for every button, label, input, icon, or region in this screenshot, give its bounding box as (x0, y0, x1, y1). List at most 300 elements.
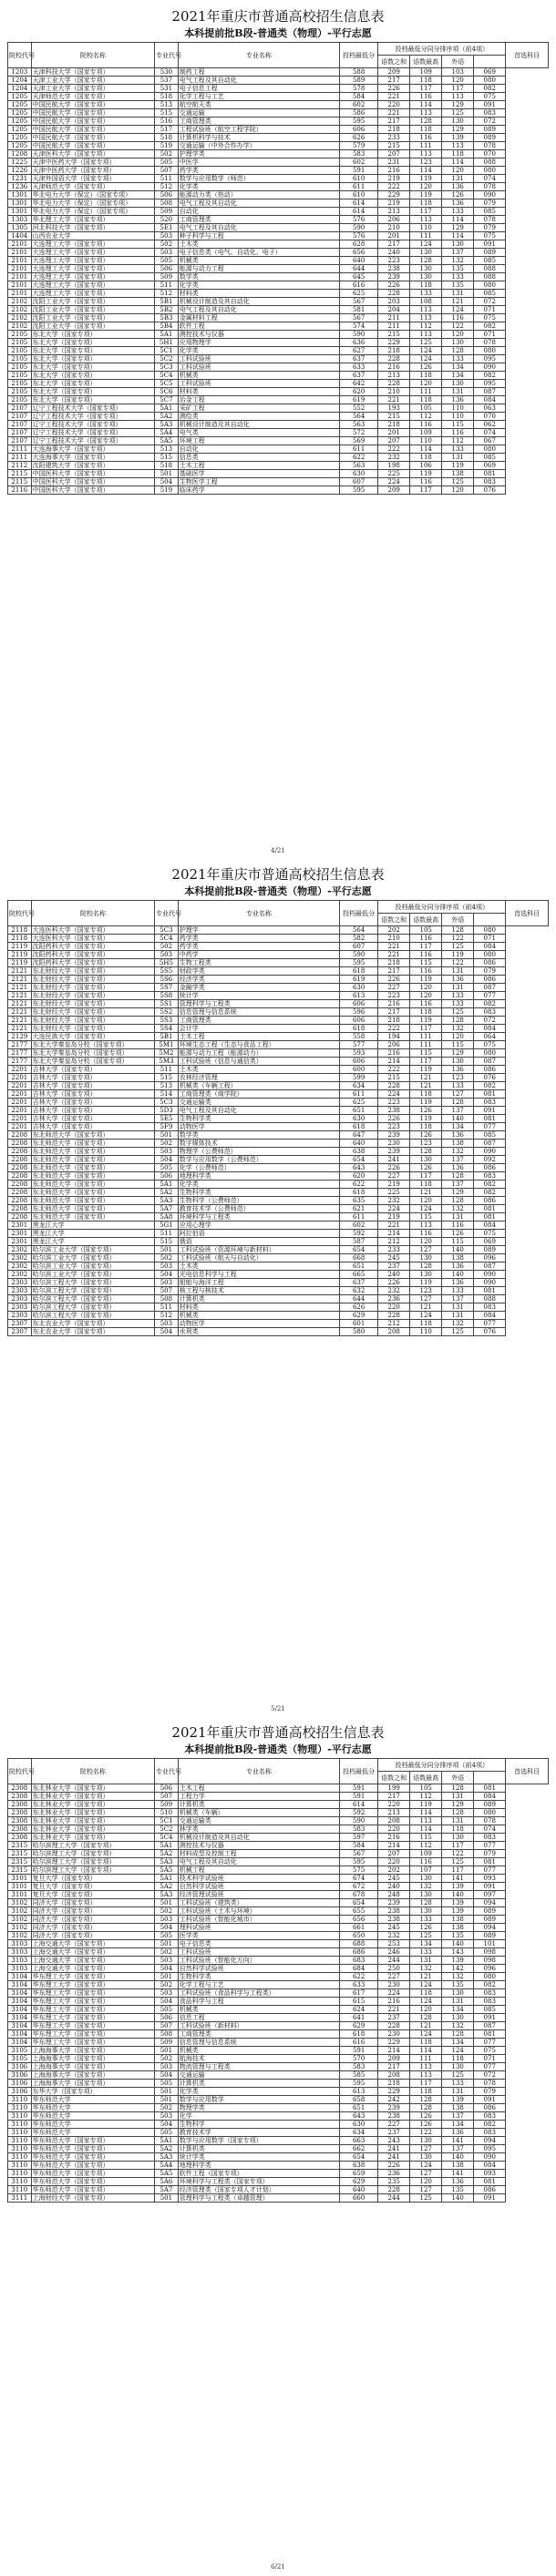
min-score-cell: 658 (340, 2096, 378, 2104)
first-subject-score-cell: 083 (474, 2112, 506, 2121)
school-code-cell: 2208 (8, 1189, 32, 1197)
first-subject-score-cell: 075 (474, 2047, 506, 2055)
min-score-cell: 591 (340, 167, 378, 175)
major-name-cell: 工科试验班 (178, 355, 339, 363)
major-code-cell: 503 (155, 951, 179, 959)
school-code-cell: 2208 (8, 1140, 32, 1148)
min-score-cell: 662 (340, 2145, 378, 2153)
first-subject-score-cell: 086 (474, 959, 506, 967)
major-name-cell: 生物科学类 (178, 1189, 339, 1197)
first-subject-score-cell: 079 (474, 2088, 506, 2096)
school-name-cell: 沈阳工业大学（国家专项） (31, 314, 154, 322)
major-name-cell: 生物医学工程 (178, 478, 339, 486)
foreign-score-cell: 132 (442, 2022, 474, 2030)
min-score-cell: 592 (340, 1230, 378, 1238)
first-subject-score-cell: 080 (474, 1809, 506, 1817)
min-score-cell: 632 (340, 1287, 378, 1295)
foreign-score-cell: 124 (442, 306, 474, 314)
min-score-cell: 640 (340, 257, 378, 265)
first-subject-score-cell: 084 (474, 2162, 506, 2170)
max-score-cell: 112 (410, 1842, 442, 1850)
page-subtitle: 本科提前批B段-普通类（物理）-平行志愿 (184, 27, 372, 39)
major-name-cell: 计算机类 (178, 1295, 339, 1303)
major-name-cell: 电气工程及其自动化 (178, 77, 339, 85)
foreign-score-cell: 143 (442, 1948, 474, 1957)
max-score-cell: 120 (410, 183, 442, 191)
school-name-cell: 哈尔滨工程大学（国家专项） (31, 1287, 154, 1295)
table-row (8, 77, 549, 85)
school-code-cell: 2201 (8, 1107, 32, 1115)
max-score-cell: 106 (410, 462, 442, 470)
school-name-cell: 复旦大学（国家专项） (31, 1875, 154, 1883)
major-name-cell: 土木类 (178, 1262, 339, 1271)
major-code-cell: 5A3 (155, 421, 179, 429)
min-score-cell: 620 (340, 1172, 378, 1181)
first-subject-score-cell: 078 (474, 339, 506, 347)
school-name-cell: 沈阳建筑大学（国家专项） (31, 462, 154, 470)
major-code-cell: 507 (155, 1287, 179, 1295)
max-score-cell: 113 (410, 314, 442, 322)
school-code-cell: 2101 (8, 265, 32, 273)
foreign-score-cell: 120 (442, 167, 474, 175)
major-code-cell: 5A7 (155, 1205, 179, 1213)
major-code-cell: 5M1 (155, 1041, 179, 1049)
school-name-cell: 东北财经大学（国家专项） (31, 984, 154, 992)
major-code-cell: 519 (155, 486, 179, 495)
major-name-cell: 环境生态工程（生态与食品工程） (178, 1041, 339, 1049)
table-row (8, 363, 549, 372)
min-score-cell: 644 (340, 265, 378, 273)
major-name-cell: 光电信息科学与工程 (178, 1271, 339, 1279)
first-subject-score-cell: 080 (474, 77, 506, 85)
first-subject-score-cell: 081 (474, 1205, 506, 1213)
school-code-cell: 3104 (8, 2014, 32, 2022)
school-code-cell: 2111 (8, 445, 32, 454)
sum-score-cell: 239 (378, 1131, 410, 1140)
foreign-score-cell: 131 (442, 1998, 474, 2006)
sum-score-cell: 223 (378, 992, 410, 1000)
school-name-cell: 东北师范大学（国家专项） (31, 1205, 154, 1213)
school-code-cell: 2101 (8, 281, 32, 290)
first-subject-score-cell: 067 (474, 437, 506, 445)
foreign-score-cell: 129 (442, 224, 474, 232)
major-code-cell: 5A3 (155, 1197, 179, 1205)
table-row (8, 372, 549, 380)
school-name-cell: 东北师范大学（国家专项） (31, 1181, 154, 1189)
min-score-cell: 569 (340, 437, 378, 445)
foreign-score-cell: 141 (442, 1875, 474, 1883)
school-code-cell: 2308 (8, 1809, 32, 1817)
max-score-cell: 118 (410, 372, 442, 380)
sum-score-cell: 238 (378, 265, 410, 273)
table-row (8, 1303, 549, 1312)
header-min-score: 投档最低分 (340, 901, 378, 926)
sum-score-cell: 199 (378, 1784, 410, 1793)
min-score-cell: 668 (340, 1254, 378, 1262)
sum-score-cell: 217 (378, 1793, 410, 1801)
major-code-cell: 5C7 (155, 396, 179, 404)
major-name-cell: 机械类 (178, 2047, 339, 2055)
major-code-cell: 5A1 (155, 2137, 179, 2145)
major-code-cell: 5M3 (155, 1058, 179, 1066)
table-row (8, 1916, 549, 1924)
sum-score-cell: 253 (378, 1940, 410, 1948)
max-score-cell: 110 (410, 224, 442, 232)
school-name-cell: 东北农业大学（国家专项） (31, 1320, 154, 1328)
sum-score-cell: 228 (378, 2186, 410, 2194)
major-code-cell: 531 (155, 85, 179, 93)
max-score-cell: 125 (410, 339, 442, 347)
school-name-cell: 东北大学（国家专项） (31, 388, 154, 396)
school-name-cell: 哈尔滨工业大学（国家专项） (31, 1262, 154, 1271)
first-subject-score-cell: 070 (474, 413, 506, 421)
table-row (8, 454, 549, 462)
max-score-cell: 118 (410, 126, 442, 134)
foreign-score-cell: 126 (442, 1230, 474, 1238)
max-score-cell: 114 (410, 2047, 442, 2055)
first-subject-score-cell: 081 (474, 1213, 506, 1222)
max-score-cell: 112 (410, 322, 442, 331)
major-name-cell: 土木工程 (178, 1784, 339, 1793)
sum-score-cell: 233 (378, 134, 410, 142)
first-subject-score-cell: 080 (474, 1049, 506, 1058)
foreign-score-cell: 130 (442, 240, 474, 249)
sum-score-cell: 225 (378, 1189, 410, 1197)
school-name-cell: 华东理工大学（国家专项） (31, 2022, 154, 2030)
max-score-cell: 111 (410, 1041, 442, 1049)
min-score-cell: 563 (340, 421, 378, 429)
sum-score-cell: 228 (378, 1312, 410, 1320)
table-row (8, 470, 549, 478)
sum-score-cell: 233 (378, 1246, 410, 1254)
major-name-cell: 工科试验班（智能化方向） (178, 1957, 339, 1965)
school-name-cell: 辽宁工程技术大学（国家专项） (31, 421, 154, 429)
min-score-cell: 618 (340, 1189, 378, 1197)
min-score-cell: 618 (340, 2030, 378, 2039)
sum-score-cell: 227 (378, 2121, 410, 2129)
min-score-cell: 567 (340, 314, 378, 322)
min-score-cell: 576 (340, 216, 378, 224)
major-name-cell: 船舶与海洋工程 (178, 1279, 339, 1287)
major-code-cell: 5C2 (155, 355, 179, 363)
max-score-cell: 111 (410, 2055, 442, 2063)
min-score-cell: 617 (340, 1989, 378, 1998)
max-score-cell: 112 (410, 1793, 442, 1801)
min-score-cell: 602 (340, 1222, 378, 1230)
major-code-cell: 505 (155, 2080, 179, 2088)
first-subject-score-cell: 077 (474, 1866, 506, 1875)
sum-score-cell: 238 (378, 1907, 410, 1916)
school-name-cell: 华东师范大学 (31, 2129, 154, 2137)
major-name-cell: 自然科学试验班 (178, 1883, 339, 1891)
school-code-cell: 2129 (8, 1033, 32, 1041)
school-code-cell: 2121 (8, 1000, 32, 1008)
major-name-cell: 工科试验班（信息与通信类） (178, 1058, 339, 1066)
min-score-cell: 665 (340, 1271, 378, 1279)
major-name-cell: 环境科学与工程类 (178, 1213, 339, 1222)
foreign-score-cell: 137 (442, 249, 474, 257)
school-code-cell: 3110 (8, 2178, 32, 2186)
school-name-cell: 中国民航大学（国家专项） (31, 126, 154, 134)
school-name-cell: 黑龙江大学 (31, 1230, 154, 1238)
min-score-cell: 552 (340, 404, 378, 413)
major-code-cell: 503 (155, 1957, 179, 1965)
major-code-cell: 5A4 (155, 2162, 179, 2170)
min-score-cell: 638 (340, 2162, 378, 2170)
school-code-cell: 2105 (8, 339, 32, 347)
foreign-score-cell: 136 (442, 1262, 474, 1271)
school-name-cell: 大连理工大学（国家专项） (31, 257, 154, 265)
sum-score-cell: 212 (378, 1238, 410, 1246)
min-score-cell: 591 (340, 1784, 378, 1793)
first-subject-score-cell: 087 (474, 1262, 506, 1271)
max-score-cell: 126 (410, 1164, 442, 1172)
major-code-cell: 517 (155, 126, 179, 134)
major-name-cell: 材料类 (178, 388, 339, 396)
foreign-score-cell: 132 (442, 1025, 474, 1033)
school-code-cell: 2121 (8, 976, 32, 984)
first-subject-score-cell: 097 (474, 1891, 506, 1899)
min-score-cell: 629 (340, 2022, 378, 2030)
min-score-cell: 611 (340, 445, 378, 454)
first-subject-score-cell: 085 (474, 454, 506, 462)
foreign-score-cell: 131 (442, 290, 474, 298)
max-score-cell: 116 (410, 478, 442, 486)
first-subject-score-cell: 101 (474, 1940, 506, 1948)
first-subject-score-cell: 077 (474, 2063, 506, 2071)
first-subject-score-cell: 089 (474, 249, 506, 257)
school-code-cell: 3102 (8, 1899, 32, 1907)
major-code-cell: 5E1 (155, 224, 179, 232)
foreign-score-cell: 128 (442, 1784, 474, 1793)
school-code-cell: 2303 (8, 1312, 32, 1320)
first-subject-score-cell: 072 (474, 298, 506, 306)
school-code-cell: 1301 (8, 191, 32, 199)
major-code-cell: 5A5 (155, 437, 179, 445)
foreign-score-cell: 140 (442, 1271, 474, 1279)
table-row (8, 118, 549, 126)
min-score-cell: 577 (340, 1041, 378, 1049)
school-code-cell: 2121 (8, 1025, 32, 1033)
sum-score-cell: 201 (378, 429, 410, 437)
table-row (8, 1172, 549, 1181)
school-name-cell: 华东理工大学（国家专项） (31, 2039, 154, 2047)
foreign-score-cell: 129 (442, 1801, 474, 1809)
min-score-cell: 582 (340, 935, 378, 943)
school-name-cell: 东北林业大学（国家专项） (31, 1817, 154, 1825)
max-score-cell: 126 (410, 2121, 442, 2129)
max-score-cell: 128 (410, 2014, 442, 2022)
major-name-cell: 统计学 (178, 992, 339, 1000)
table-row (8, 1074, 549, 1082)
school-code-cell: 2111 (8, 454, 32, 462)
table-row (8, 380, 549, 388)
sum-score-cell: 210 (378, 935, 410, 943)
school-name-cell: 东北财经大学（国家专项） (31, 1017, 154, 1025)
min-score-cell: 607 (340, 943, 378, 951)
foreign-score-cell: 139 (442, 1899, 474, 1907)
sum-score-cell: 231 (378, 158, 410, 167)
first-subject-score-cell: 083 (474, 1998, 506, 2006)
school-name-cell: 东北师范大学（国家专项） (31, 1164, 154, 1172)
major-code-cell: 5C5 (155, 380, 179, 388)
sum-score-cell: 239 (378, 1899, 410, 1907)
first-subject-score-cell: 087 (474, 388, 506, 396)
foreign-score-cell: 129 (442, 1049, 474, 1058)
major-code-cell: 504 (155, 2071, 179, 2080)
foreign-score-cell: 125 (442, 478, 474, 486)
first-subject-score-cell: 086 (474, 976, 506, 984)
table-row (8, 1784, 549, 1793)
foreign-score-cell: 128 (442, 2030, 474, 2039)
major-code-cell: 506 (155, 265, 179, 273)
min-score-cell: 661 (340, 1924, 378, 1932)
major-name-cell: 护理学类 (178, 150, 339, 158)
major-name-cell: 机械类 (178, 372, 339, 380)
school-name-cell: 复旦大学（国家专项） (31, 1883, 154, 1891)
school-name-cell: 同济大学（国家专项） (31, 1924, 154, 1932)
major-code-cell: 504 (155, 1328, 179, 1336)
table-row (8, 1891, 549, 1899)
first-subject-score-cell: 082 (474, 372, 506, 380)
major-code-cell: 515 (155, 109, 179, 118)
major-name-cell: 土木工程 (178, 462, 339, 470)
school-code-cell: 2301 (8, 1230, 32, 1238)
min-score-cell: 625 (340, 290, 378, 298)
school-code-cell: 2115 (8, 478, 32, 486)
school-code-cell: 1301 (8, 208, 32, 216)
max-score-cell: 119 (410, 175, 442, 183)
major-code-cell: 504 (155, 478, 179, 486)
major-code-cell: 5C3 (155, 926, 179, 935)
school-code-cell: 3101 (8, 1891, 32, 1899)
foreign-score-cell: 131 (442, 1213, 474, 1222)
school-code-cell: 2105 (8, 347, 32, 355)
min-score-cell: 644 (340, 1295, 378, 1303)
max-score-cell: 115 (410, 959, 442, 967)
table-row (8, 2022, 549, 2030)
major-code-cell: 511 (155, 1303, 179, 1312)
header-school-code: 院校代号 (8, 901, 32, 926)
table-row (8, 175, 549, 183)
foreign-score-cell: 135 (442, 265, 474, 273)
first-subject-score-cell: 088 (474, 265, 506, 273)
table-row (8, 2186, 549, 2194)
foreign-score-cell: 116 (442, 1222, 474, 1230)
foreign-score-cell: 116 (442, 314, 474, 322)
major-code-cell: 5S3 (155, 1017, 179, 1025)
foreign-score-cell: 130 (442, 118, 474, 126)
max-score-cell: 119 (410, 470, 442, 478)
school-name-cell: 东北林业大学（国家专项） (31, 1825, 154, 1834)
foreign-score-cell: 132 (442, 1205, 474, 1213)
sum-score-cell: 223 (378, 1123, 410, 1131)
first-subject-score-cell: 074 (474, 429, 506, 437)
school-code-cell: 2101 (8, 240, 32, 249)
min-score-cell: 622 (340, 1973, 378, 1981)
min-score-cell: 654 (340, 1246, 378, 1254)
header-sum: 语数之和 (378, 56, 410, 68)
max-score-cell: 130 (410, 249, 442, 257)
foreign-score-cell: 123 (442, 1074, 474, 1082)
table-row (8, 1246, 549, 1254)
sum-score-cell: 221 (378, 1222, 410, 1230)
min-score-cell: 651 (340, 2104, 378, 2112)
school-name-cell: 华东师范大学 (31, 2112, 154, 2121)
max-score-cell: 128 (410, 1148, 442, 1156)
first-subject-score-cell: 091 (474, 101, 506, 109)
major-name-cell: 生物科学类 (178, 1115, 339, 1123)
table-row (8, 240, 549, 249)
min-score-cell: 634 (340, 1082, 378, 1090)
min-score-cell: 651 (340, 1107, 378, 1115)
foreign-score-cell: 103 (442, 68, 474, 77)
max-score-cell: 121 (410, 1973, 442, 1981)
max-score-cell: 117 (410, 1172, 442, 1181)
major-code-cell: 501 (155, 2088, 179, 2096)
school-code-cell: 3104 (8, 1973, 32, 1981)
foreign-score-cell: 131 (442, 2088, 474, 2096)
min-score-cell: 597 (340, 1834, 378, 1842)
admission-table (7, 42, 549, 495)
school-name-cell: 东北财经大学（国家专项） (31, 992, 154, 1000)
max-score-cell: 133 (410, 1916, 442, 1924)
school-name-cell: 复旦大学（国家专项） (31, 1891, 154, 1899)
school-name-cell: 哈尔滨工业大学（国家专项） (31, 1246, 154, 1254)
max-score-cell: 114 (410, 445, 442, 454)
table-row (8, 1254, 549, 1262)
first-subject-score-cell: 076 (474, 1074, 506, 1082)
first-subject-score-cell: 082 (474, 2121, 506, 2129)
max-score-cell: 116 (410, 967, 442, 976)
max-score-cell: 130 (410, 265, 442, 273)
table-row (8, 191, 549, 199)
first-subject-score-cell: 083 (474, 1172, 506, 1181)
major-name-cell: 土木类 (178, 240, 339, 249)
max-score-cell: 118 (410, 2088, 442, 2096)
min-score-cell: 626 (340, 134, 378, 142)
school-name-cell: 华东理工大学（国家专项） (31, 2014, 154, 2022)
foreign-score-cell: 112 (442, 437, 474, 445)
school-name-cell: 吉林大学（国家专项） (31, 1066, 154, 1074)
min-score-cell: 686 (340, 1948, 378, 1957)
first-subject-score-cell: 084 (474, 943, 506, 951)
table-row (8, 85, 549, 93)
foreign-score-cell: 132 (442, 257, 474, 265)
major-code-cell: 5C2 (155, 1825, 179, 1834)
school-code-cell: 2101 (8, 273, 32, 281)
sum-score-cell: 219 (378, 1213, 410, 1222)
major-name-cell: 材料类 (178, 1303, 339, 1312)
min-score-cell: 580 (340, 1328, 378, 1336)
school-name-cell: 辽宁工程技术大学（国家专项） (31, 429, 154, 437)
school-name-cell: 吉林大学（国家专项） (31, 1082, 154, 1090)
min-score-cell: 584 (340, 1842, 378, 1850)
major-code-cell: 504 (155, 1924, 179, 1932)
sum-score-cell: 219 (378, 175, 410, 183)
school-name-cell: 华北电力大学（保定）（国家专项） (31, 208, 154, 216)
school-name-cell: 大连理工大学（国家专项） (31, 265, 154, 273)
first-subject-score-cell: 090 (474, 2153, 506, 2162)
sum-score-cell: 211 (378, 322, 410, 331)
school-code-cell: 1205 (8, 134, 32, 142)
first-subject-score-cell: 062 (474, 421, 506, 429)
max-score-cell: 127 (410, 2170, 442, 2178)
school-code-cell: 3102 (8, 1924, 32, 1932)
major-code-cell: 514 (155, 1090, 179, 1099)
max-score-cell: 117 (410, 2080, 442, 2088)
school-name-cell: 东北大学（国家专项） (31, 363, 154, 372)
